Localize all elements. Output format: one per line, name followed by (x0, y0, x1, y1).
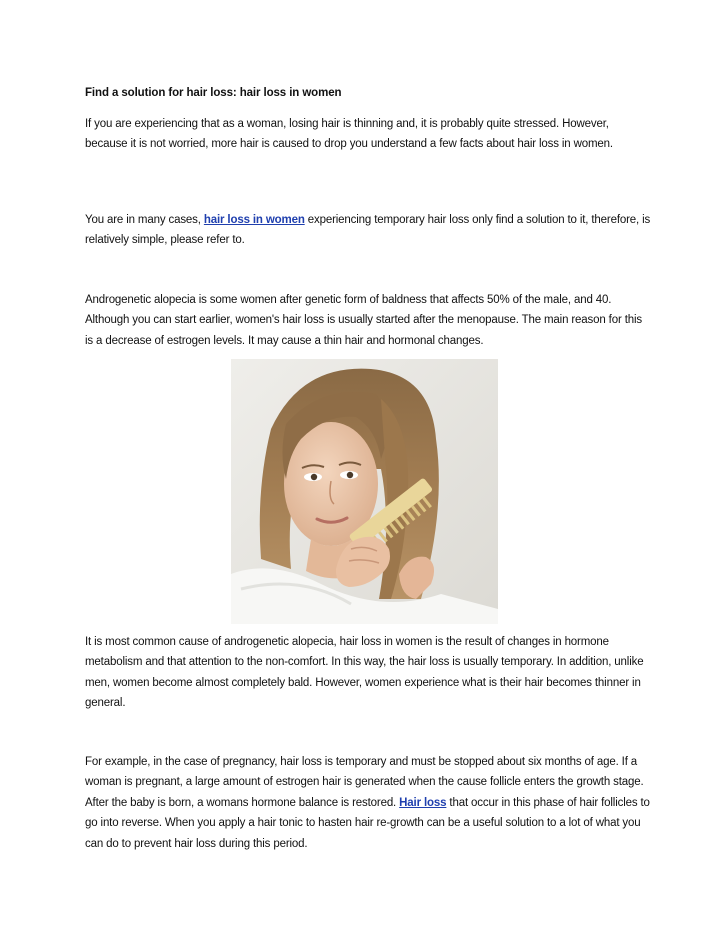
paragraph-text-span: It is most common cause of androgenetic alopecia, hair loss in women is the result of changes in hormone metabolism and that attention to the non-comfort. In this way, the hair loss is usually temporary. In addition, unlike men, women become almost completely bald. However, women experience what is their hair becomes thinner in general. (85, 636, 644, 710)
paragraph-pregnancy (85, 752, 653, 854)
paragraph-common-cause (85, 632, 653, 714)
paragraph-text (85, 114, 653, 155)
paragraph-text (85, 290, 653, 351)
paragraph-text-span: experiencing temporary hair loss only find a solution to it, therefore, is relatively simple, please refer to. (85, 214, 651, 247)
hair-loss-link[interactable]: Hair loss (399, 796, 447, 809)
paragraph-intro (85, 114, 653, 155)
paragraph-text-span: For example, in the case of pregnancy, hair loss is temporary and must be stopped about six months of age. If a woman is pregnant, a large amount of estrogen hair is generated when the cause follicle enters the growth stage. After the baby is born, a womans hormone balance is restored. (85, 756, 644, 809)
paragraph-text (85, 632, 653, 714)
paragraph-temporary-loss (85, 210, 653, 251)
paragraph-text-span: If you are experiencing that as a woman, losing hair is thinning and, it is probably quite stressed. However, because it is not worried, more hair is caused to drop you understand a few facts about hair loss in women. (85, 118, 613, 151)
paragraph-text (85, 210, 653, 251)
paragraph-androgenetic (85, 290, 653, 351)
hair-loss-in-women-link[interactable]: hair loss in women (203, 214, 305, 226)
document-title: Find a solution for hair loss: hair loss in women (85, 87, 342, 99)
paragraph-text-span: You are in many cases, (85, 214, 204, 226)
paragraph-text-span: that occur in this phase of hair follicles to go into reverse. When you apply a hair tonic to hasten hair re-growth can be a useful solution to a lot of what you can do to prevent hair loss during this period. (85, 796, 650, 850)
paragraph-text-span: Androgenetic alopecia is some women after genetic form of baldness that affects 50% of the male, and 40. Although you can start earlier, women's hair loss is usually started after the menopause. The main reason for this is a decrease of estrogen levels. It may cause a thin hair and hormonal changes. (85, 294, 642, 347)
photo-woman-combing-hair-icon (231, 359, 498, 624)
paragraph-text (85, 752, 653, 854)
woman-combing-hair-photo (231, 359, 498, 624)
